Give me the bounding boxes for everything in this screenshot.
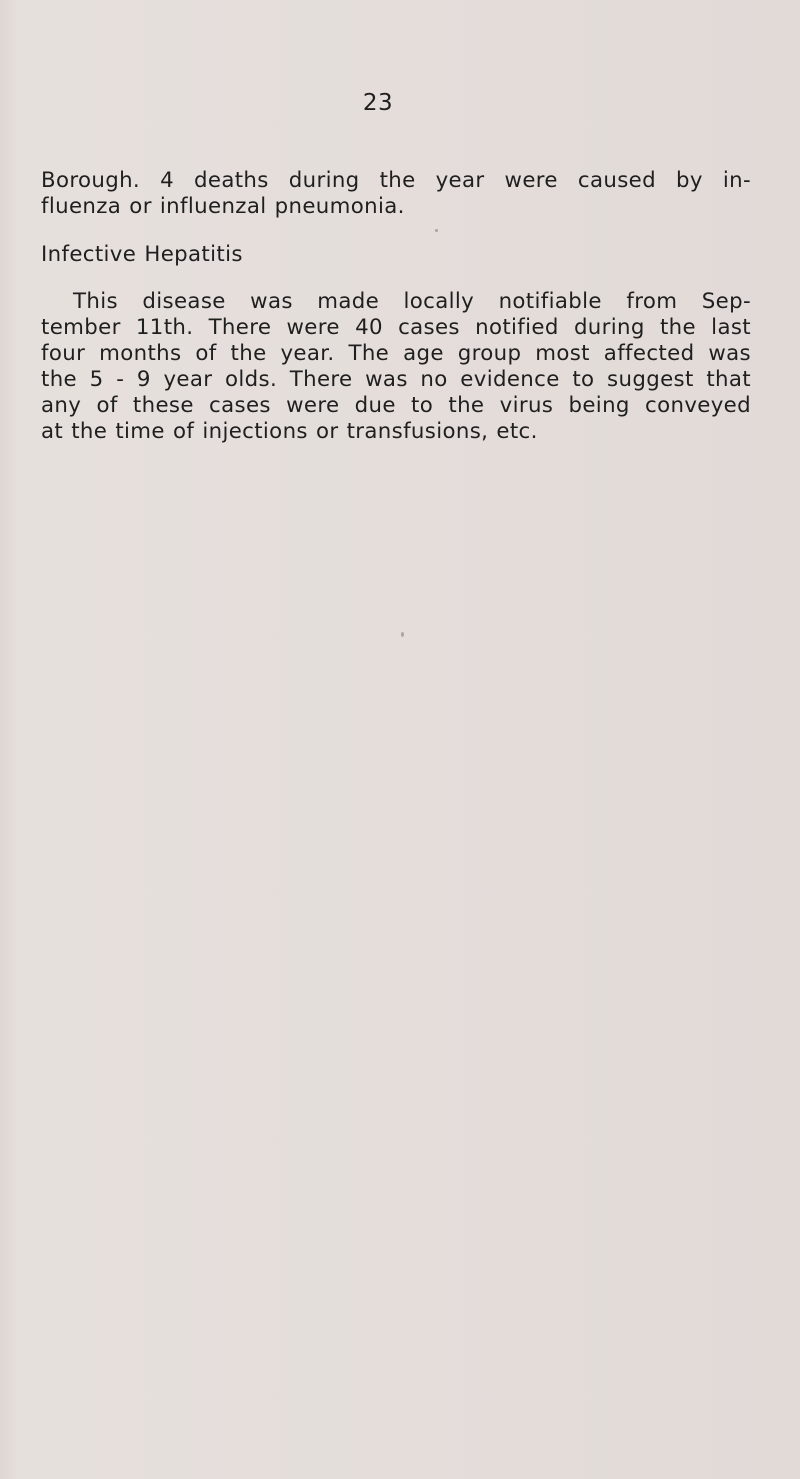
paragraph-influenza <box>41 168 751 220</box>
paragraph-line: at the time of injections or transfusions, etc. <box>41 419 538 444</box>
paragraph-line: the 5 - 9 year olds. There was no evidence to suggest that <box>41 367 751 392</box>
paragraph-line: This disease was made locally notifiable from Sep- <box>73 289 751 314</box>
heading-infective-hepatitis: Infective Hepatitis <box>41 242 243 267</box>
paragraph-line: Borough. 4 deaths during the year were caused by in- <box>41 168 751 193</box>
paragraph-line: four months of the year. The age group most affected was <box>41 341 751 366</box>
paragraph-line: tember 11th. There were 40 cases notified during the last <box>41 315 751 340</box>
paragraph-line: any of these cases were due to the virus being conveyed <box>41 393 751 418</box>
paragraph-hepatitis <box>41 289 751 445</box>
paragraph-line: fluenza or influenzal pneumonia. <box>41 194 405 219</box>
section-heading <box>41 242 751 268</box>
page-number: 23 <box>362 90 394 116</box>
paper-speck <box>435 229 438 232</box>
paper-speck <box>401 632 404 637</box>
